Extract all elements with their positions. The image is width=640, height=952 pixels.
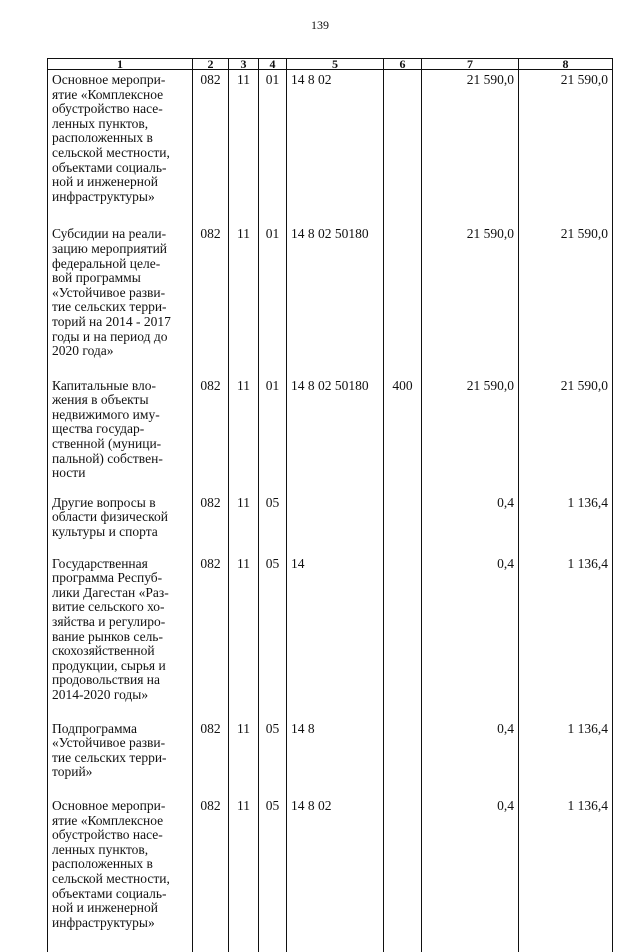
amount-year1-cell: 0,4 [422,796,519,952]
amount-year2-cell: 1 136,4 [519,719,613,796]
expense-type-cell: 400 [384,376,422,493]
target-article-cell: 14 8 02 [287,796,384,952]
item-name-line: сельской местности, [52,870,170,886]
item-name-line: ственной (муници- [52,436,162,452]
item-name-line: «Устойчивое разви- [52,284,166,300]
ministry-code-cell: 082 [193,376,229,493]
amount-year1-cell: 0,4 [422,719,519,796]
item-name-line: ной и инженерной [52,174,158,190]
amount-year2-cell: 21 590,0 [519,376,613,493]
item-name-line: Субсидии на реали- [52,226,167,242]
item-name-line: культуры и спорта [52,524,158,540]
item-name-line: скохозяйственной [52,643,155,659]
item-name-line: годы и на период до [52,328,168,344]
item-name-line: тие сельских терри- [52,299,167,315]
item-name-line: ной и инженерной [52,900,158,916]
item-name-cell [48,376,193,493]
item-name-line: объектами социаль- [52,159,167,175]
column-header: 5 [287,59,384,70]
table-row [48,796,613,952]
item-name-cell [48,719,193,796]
amount-year1-cell: 21 590,0 [422,70,519,225]
item-name-line: ленных пунктов, [52,115,149,131]
item-name-line: Другие вопросы в [52,494,156,510]
item-name-line: Капитальные вло- [52,377,156,393]
item-name-cell [48,796,193,952]
item-name-line: торий» [52,764,93,780]
item-name-line: продукции, сырья и [52,657,166,673]
table-row [48,493,613,554]
item-name-line: обустройство насе- [52,827,163,843]
column-header: 6 [384,59,422,70]
item-name-line: инфраструктуры» [52,188,155,204]
item-name-line: федеральной целе- [52,255,161,271]
expense-type-cell [384,224,422,375]
table-row [48,70,613,225]
subsection-code-cell: 01 [259,376,287,493]
item-name-line: Подпрограмма [52,720,137,736]
target-article-cell [287,493,384,554]
item-name-line: «Устойчивое разви- [52,735,166,751]
target-article-cell: 14 8 02 [287,70,384,225]
table-row [48,376,613,493]
expense-type-cell [384,554,422,719]
subsection-code-cell: 05 [259,796,287,952]
expense-type-cell [384,493,422,554]
ministry-code-cell: 082 [193,70,229,225]
item-name-cell [48,554,193,719]
table-row [48,224,613,375]
amount-year1-cell: 0,4 [422,554,519,719]
item-name-line: жения в объекты [52,392,149,408]
target-article-cell: 14 8 [287,719,384,796]
amount-year1-cell: 21 590,0 [422,224,519,375]
item-name-line: объектами социаль- [52,885,167,901]
subsection-code-cell: 01 [259,224,287,375]
amount-year2-cell: 21 590,0 [519,70,613,225]
subsection-code-cell: 05 [259,554,287,719]
subsection-code-cell: 05 [259,493,287,554]
expense-type-cell [384,719,422,796]
column-header: 1 [48,59,193,70]
item-name-line: зацию мероприятий [52,240,168,256]
table-row [48,719,613,796]
item-name-line: инфраструктуры» [52,914,155,930]
item-name-line: ятие «Комплексное [52,86,164,102]
column-header: 4 [259,59,287,70]
amount-year1-cell: 21 590,0 [422,376,519,493]
amount-year2-cell: 1 136,4 [519,554,613,719]
section-code-cell: 11 [229,224,259,375]
ministry-code-cell: 082 [193,796,229,952]
ministry-code-cell: 082 [193,493,229,554]
section-code-cell: 11 [229,796,259,952]
column-header: 3 [229,59,259,70]
table-row [48,554,613,719]
item-name-line: области физической [52,509,168,525]
item-name-line: 2020 года» [52,343,114,359]
item-name-line: сельской местности, [52,144,170,160]
subsection-code-cell: 01 [259,70,287,225]
item-name-cell [48,493,193,554]
item-name-line: тие сельских терри- [52,749,167,765]
item-name-line: пальной) собствен- [52,450,163,466]
column-header: 8 [519,59,613,70]
section-code-cell: 11 [229,70,259,225]
item-name-cell [48,70,193,225]
item-name-line: ятие «Комплексное [52,812,164,828]
item-name-line: расположенных в [52,130,153,146]
subsection-code-cell: 05 [259,719,287,796]
item-name-line: зяйства и регулиро- [52,614,166,629]
amount-year2-cell: 1 136,4 [519,796,613,952]
item-name-line: вой программы [52,270,141,286]
section-code-cell: 11 [229,719,259,796]
item-name-line: ленных пунктов, [52,841,149,857]
expense-type-cell [384,796,422,952]
item-name-line: вание рынков сель- [52,628,163,644]
item-name-line: продовольствия на [52,672,160,688]
column-header: 7 [422,59,519,70]
amount-year2-cell: 21 590,0 [519,224,613,375]
ministry-code-cell: 082 [193,554,229,719]
item-name-line: Основное меропри- [52,72,166,87]
item-name-line: программа Респуб- [52,570,163,586]
item-name-line: ности [52,465,86,481]
target-article-cell: 14 8 02 50180 [287,376,384,493]
target-article-cell: 14 [287,554,384,719]
section-code-cell: 11 [229,376,259,493]
ministry-code-cell: 082 [193,224,229,375]
expense-type-cell [384,70,422,225]
column-number-header [48,59,613,70]
target-article-cell: 14 8 02 50180 [287,224,384,375]
column-header: 2 [193,59,229,70]
section-code-cell: 11 [229,493,259,554]
ministry-code-cell: 082 [193,719,229,796]
item-name-line: обустройство насе- [52,101,163,117]
item-name-line: Государственная [52,555,148,571]
section-code-cell: 11 [229,554,259,719]
item-name-line: Основное меропри- [52,797,166,813]
item-name-line: 2014-2020 годы» [52,686,149,702]
page-number: 139 [311,18,329,32]
item-name-line: витие сельского хо- [52,599,165,615]
item-name-line: расположенных в [52,856,153,872]
budget-table [47,58,613,952]
item-name-line: щества государ- [52,421,145,437]
item-name-cell [48,224,193,375]
amount-year1-cell: 0,4 [422,493,519,554]
item-name-line: недвижимого иму- [52,406,160,422]
item-name-line: лики Дагестан «Раз- [52,584,169,600]
amount-year2-cell: 1 136,4 [519,493,613,554]
item-name-line: торий на 2014 - 2017 [52,313,171,329]
